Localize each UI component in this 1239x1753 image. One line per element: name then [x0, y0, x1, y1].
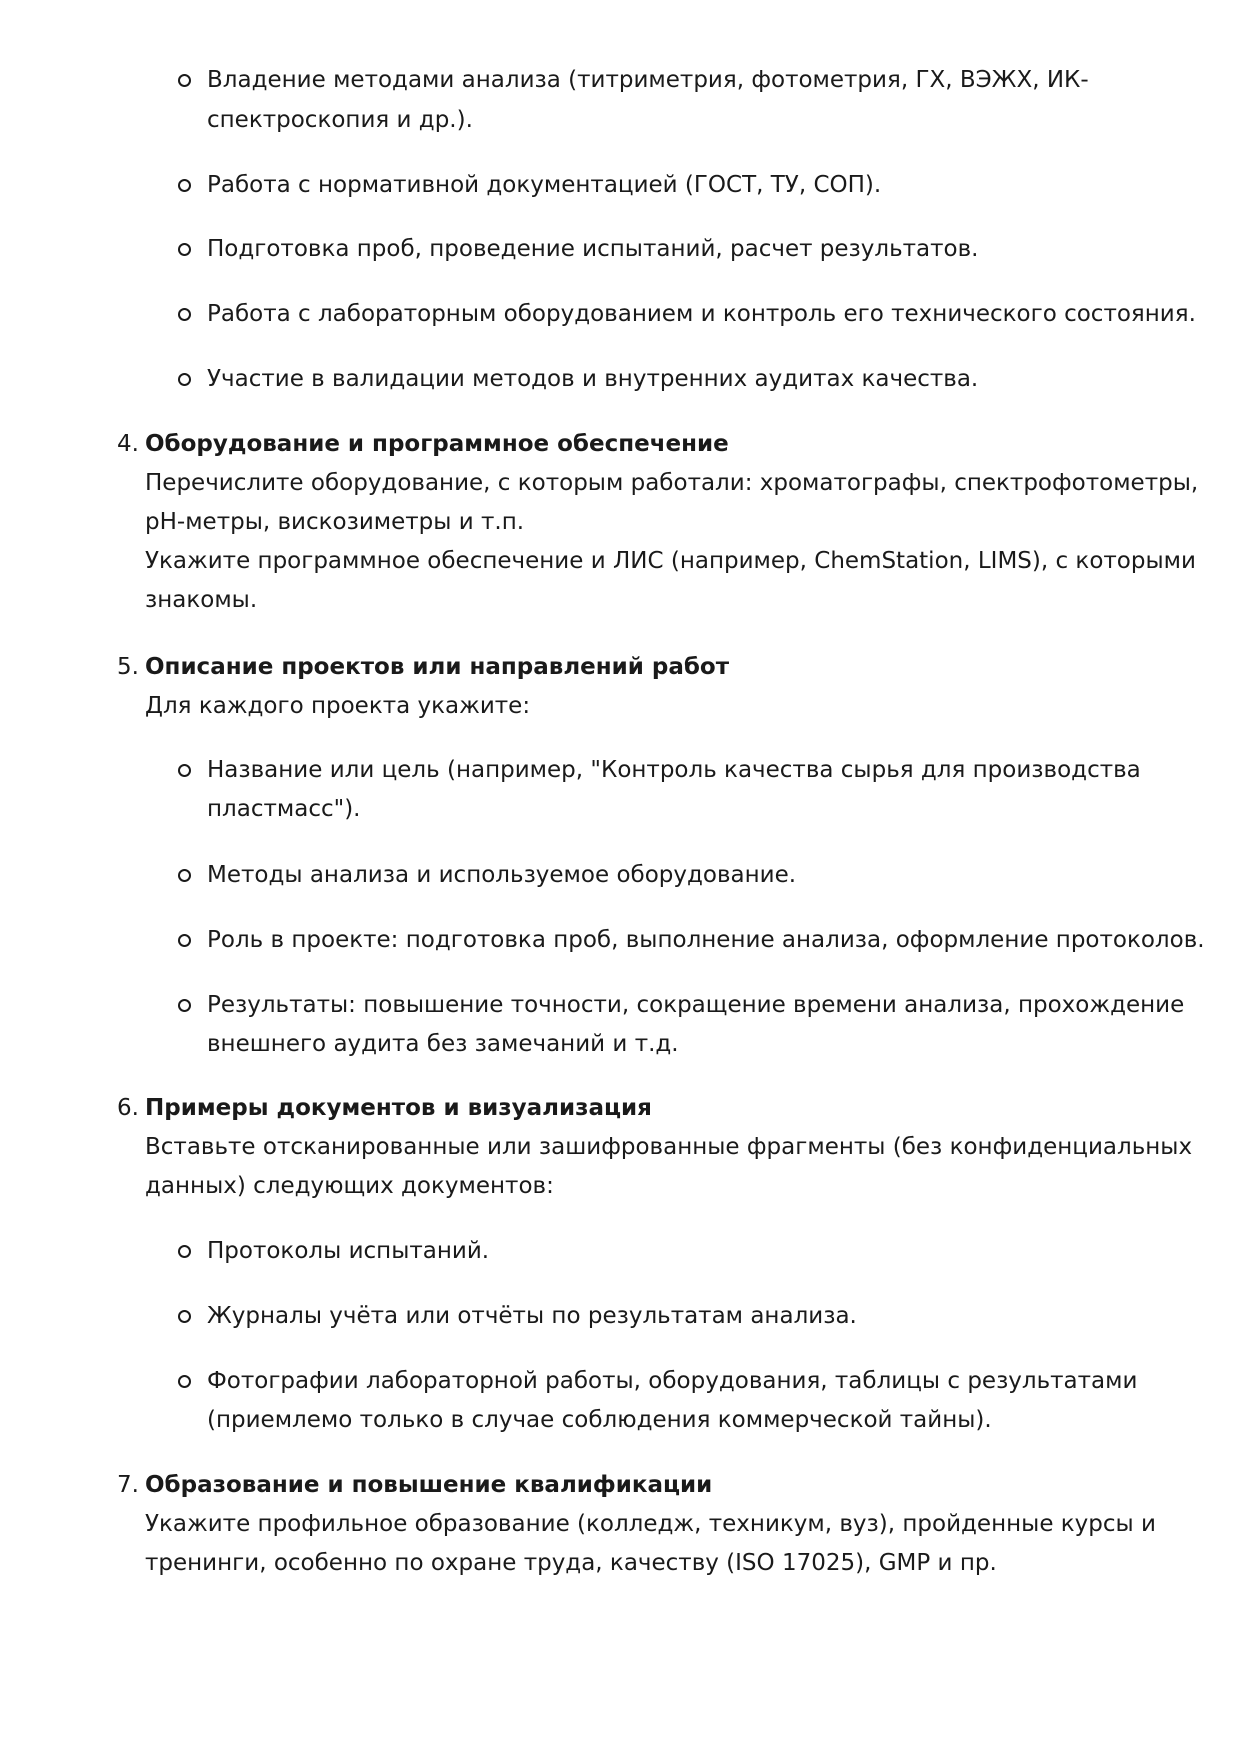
section-title: Оборудование и программное обеспечение: [145, 431, 729, 457]
paragraph-line: Для каждого проекта укажите:: [145, 693, 531, 719]
bullet-text-line: Работа с нормативной документацией (ГОСТ, ТУ, СОП).: [207, 172, 882, 198]
paragraph-line: Укажите профильное образование (колледж, техникум, вуз), пройденные курсы и: [145, 1511, 1156, 1537]
bullet-text-line: Участие в валидации методов и внутренних аудитах качества.: [207, 366, 979, 392]
bullet-circle-icon: [178, 764, 191, 777]
bullet-circle-icon: [178, 1375, 191, 1388]
bullet-text-line: Владение методами анализа (титриметрия, фотометрия, ГХ, ВЭЖХ, ИК-: [207, 67, 1089, 93]
bullet-circle-icon: [178, 934, 191, 947]
bullet-text-line: Работа с лабораторным оборудованием и контроль его технического состояния.: [207, 301, 1196, 327]
section-title: Образование и повышение квалификации: [145, 1472, 713, 1498]
bullet-text-line: Подготовка проб, проведение испытаний, расчет результатов.: [207, 236, 979, 262]
bullet-circle-icon: [178, 1310, 191, 1323]
paragraph-line: Вставьте отсканированные или зашифрованные фрагменты (без конфиденциальных: [145, 1134, 1193, 1160]
bullet-text-line: Протоколы испытаний.: [207, 1238, 490, 1264]
bullet-circle-icon: [178, 179, 191, 192]
section-number: 6.: [117, 1095, 139, 1121]
bullet-circle-icon: [178, 74, 191, 87]
bullet-text-line: Роль в проекте: подготовка проб, выполнение анализа, оформление протоколов.: [207, 927, 1205, 953]
bullet-text-line: Методы анализа и используемое оборудование.: [207, 862, 797, 888]
paragraph-line: данных) следующих документов:: [145, 1173, 554, 1199]
bullet-text-line: внешнего аудита без замечаний и т.д.: [207, 1031, 679, 1057]
section-number: 4.: [117, 431, 139, 457]
bullet-circle-icon: [178, 308, 191, 321]
paragraph-line: pH-метры, вискозиметры и т.п.: [145, 509, 525, 535]
bullet-circle-icon: [178, 373, 191, 386]
bullet-circle-icon: [178, 869, 191, 882]
section-number: 5.: [117, 654, 139, 680]
bullet-text-line: Журналы учёта или отчёты по результатам анализа.: [207, 1303, 857, 1329]
section-title: Описание проектов или направлений работ: [145, 654, 730, 680]
bullet-text-line: (приемлемо только в случае соблюдения коммерческой тайны).: [207, 1407, 992, 1433]
paragraph-line: тренинги, особенно по охране труда, качеству (ISO 17025), GMP и пр.: [145, 1550, 997, 1576]
bullet-circle-icon: [178, 1245, 191, 1258]
section-title: Примеры документов и визуализация: [145, 1095, 652, 1121]
paragraph-line: Перечислите оборудование, с которым работали: хроматографы, спектрофотометры,: [145, 470, 1199, 496]
bullet-text-line: спектроскопия и др.).: [207, 107, 473, 133]
paragraph-line: знакомы.: [145, 587, 258, 613]
bullet-text-line: Название или цель (например, "Контроль качества сырья для производства: [207, 757, 1141, 783]
paragraph-line: Укажите программное обеспечение и ЛИС (например, ChemStation, LIMS), с которыми: [145, 548, 1196, 574]
bullet-circle-icon: [178, 999, 191, 1012]
bullet-circle-icon: [178, 243, 191, 256]
bullet-text-line: Результаты: повышение точности, сокращение времени анализа, прохождение: [207, 992, 1185, 1018]
bullet-text-line: Фотографии лабораторной работы, оборудования, таблицы с результатами: [207, 1368, 1138, 1394]
bullet-text-line: пластмасс").: [207, 796, 361, 822]
section-number: 7.: [117, 1472, 139, 1498]
